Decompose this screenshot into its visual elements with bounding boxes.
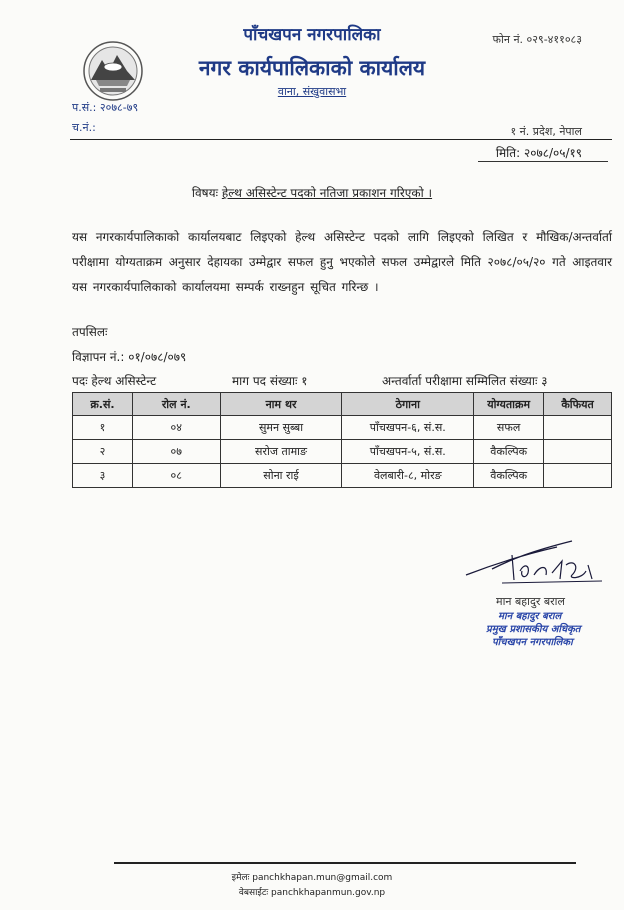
interview-count: अन्तर्वार्ता परीक्षामा सम्मिलित संख्याः ३ bbox=[382, 374, 548, 388]
footer-email: इमेलः panchkhapan.mun@gmail.com bbox=[231, 873, 393, 883]
header-address: ठेगाना bbox=[342, 393, 474, 416]
table-header-row bbox=[73, 393, 612, 416]
province-label: १ नं. प्रदेश, नेपाल bbox=[510, 125, 582, 138]
cell-serial: २ bbox=[73, 440, 133, 464]
cell-address: वेलबारी-८, मोरङ bbox=[342, 464, 474, 488]
cell-merit: वैकल्पिक bbox=[474, 464, 544, 488]
subject-label: विषयः bbox=[191, 186, 219, 200]
post-label: पदः हेल्थ असिस्टेन्ट bbox=[72, 374, 157, 388]
footer-website: वेबसाईटः panchkhapanmun.gov.np bbox=[238, 888, 386, 898]
letter-number: प.सं.: २०७८-७९ bbox=[72, 101, 139, 114]
cell-merit: सफल bbox=[474, 416, 544, 440]
header-divider bbox=[70, 139, 612, 140]
footer-divider bbox=[114, 862, 576, 864]
cell-roll: ०८ bbox=[132, 464, 220, 488]
stamp-org: पाँचखपन नगरपालिका bbox=[492, 637, 573, 648]
stamp-title: प्रमुख प्रशासकीय अधिकृत bbox=[486, 624, 581, 635]
advertisement-number: विज्ञापन नं.: ०१/०७८/०७९ bbox=[72, 350, 187, 364]
result-table bbox=[72, 392, 612, 488]
cell-merit: वैकल्पिक bbox=[474, 440, 544, 464]
tapasil-label: तपसिलः bbox=[72, 325, 108, 339]
cell-roll: ०४ bbox=[132, 416, 220, 440]
table-row bbox=[73, 464, 612, 488]
demand-count: माग पद संख्याः १ bbox=[232, 374, 308, 388]
table-row bbox=[73, 416, 612, 440]
cell-address: पाँचखपन-६, सं.स. bbox=[342, 416, 474, 440]
cell-serial: १ bbox=[73, 416, 133, 440]
subject-text: हेल्थ असिस्टेन्ट पदको नतिजा प्रकाशन गरिएको । bbox=[221, 186, 433, 200]
cell-remarks bbox=[544, 416, 612, 440]
cell-name: सुमन सुब्बा bbox=[220, 416, 342, 440]
header-remarks: कैफियत bbox=[544, 393, 612, 416]
subject-line bbox=[0, 184, 624, 201]
date-underline bbox=[478, 161, 608, 162]
signature-image bbox=[462, 535, 612, 593]
header-roll: रोल नं. bbox=[132, 393, 220, 416]
signatory-name: मान बहादुर बराल bbox=[496, 595, 565, 608]
cell-remarks bbox=[544, 464, 612, 488]
letter-date: मिति: २०७८/०५/१९ bbox=[495, 146, 582, 160]
phone-number: फोन नं. ०२९-४११०८३ bbox=[492, 33, 582, 46]
office-address: वाना, संखुवासभा bbox=[277, 85, 347, 98]
header-name: नाम थर bbox=[220, 393, 342, 416]
cell-roll: ०७ bbox=[132, 440, 220, 464]
cell-name: सोना राई bbox=[220, 464, 342, 488]
cell-address: पाँचखपन-५, सं.स. bbox=[342, 440, 474, 464]
header-merit: योग्यताक्रम bbox=[474, 393, 544, 416]
org-name: पाँचखपन नगरपालिका bbox=[243, 25, 381, 45]
table-row bbox=[73, 440, 612, 464]
header-serial: क्र.सं. bbox=[73, 393, 133, 416]
stamp-name: मान बहादुर बराल bbox=[498, 611, 562, 622]
office-name: नगर कार्यपालिकाको कार्यालय bbox=[198, 56, 426, 80]
cell-serial: ३ bbox=[73, 464, 133, 488]
body-paragraph: यस नगरकार्यपालिकाको कार्यालयबाट लिइएको हेल्थ असिस्टेन्ट पदको लागि लिइएको लिखित र मौखिक/अन्तर्वार्ता परीक्षामा योग्यताक्रम अनुसार देहायका उम्मेद्वार सफल हुनु भएकोले सफल उम्मेद्वारले मिति २०७८/०५/२० गते आइतवार यस नगरकार्यपालिकाको कार्यालयमा सम्पर्क राख्नहुन सूचित गरिन्छ । bbox=[72, 230, 612, 294]
cell-remarks bbox=[544, 440, 612, 464]
dispatch-number: च.नं.: bbox=[72, 121, 96, 134]
cell-name: सरोज तामाङ bbox=[220, 440, 342, 464]
